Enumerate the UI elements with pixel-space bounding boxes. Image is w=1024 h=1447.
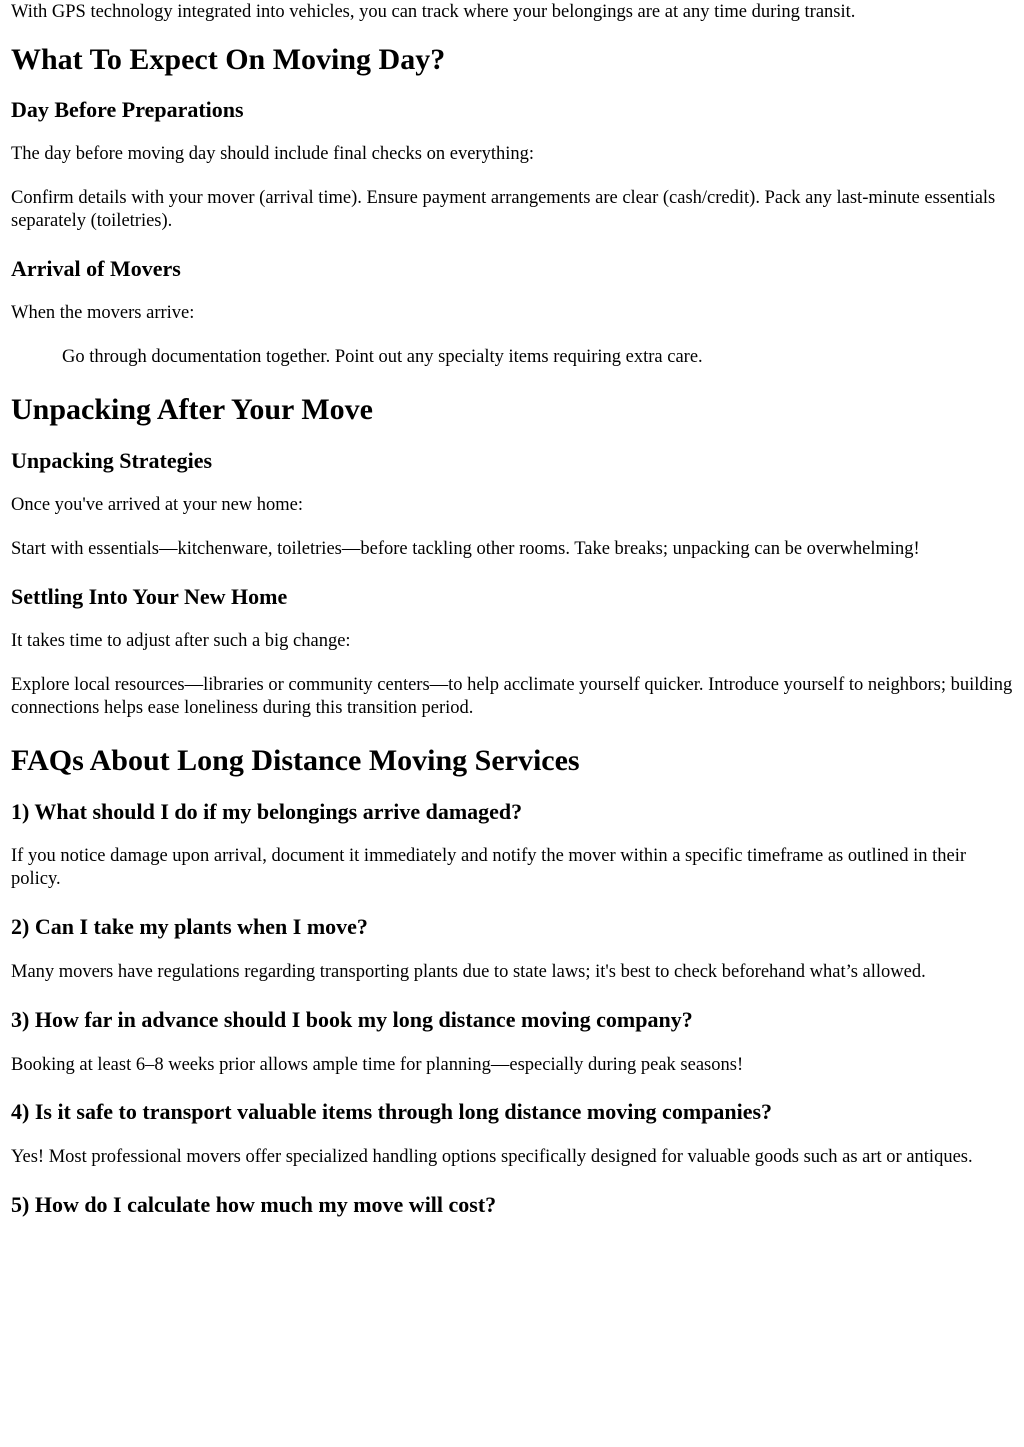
paragraph-settling-lead: It takes time to adjust after such a big change:: [11, 631, 351, 651]
blockquote-arrival-body: Go through documentation together. Point out any specialty items requiring extra care.: [62, 347, 703, 367]
subheading-arrival: Arrival of Movers: [11, 256, 181, 281]
section-heading-moving-day: What To Expect On Moving Day?: [11, 43, 446, 76]
paragraph-strategies-body: Start with essentials—kitchenware, toiletries—before tackling other rooms. Take breaks; unpacking can be overwhelming!: [11, 539, 920, 559]
subheading-unpacking-strategies: Unpacking Strategies: [11, 448, 213, 473]
paragraph-settling-body: Explore local resources—libraries or community centers—to help acclimate yourself quicker. Introduce yourself to neighbors; building connections helps ease loneliness during this transition period.: [11, 675, 1013, 718]
paragraph-day-before-lead: The day before moving day should include final checks on everything:: [11, 144, 534, 164]
subheading-day-before: Day Before Preparations: [11, 97, 244, 122]
faq-answer-4: Yes! Most professional movers offer specialized handling options specifically designed for valuable goods such as art or antiques.: [11, 1147, 973, 1167]
subheading-settling: Settling Into Your New Home: [11, 584, 288, 609]
paragraph-day-before-body: Confirm details with your mover (arrival time). Ensure payment arrangements are clear (cash/credit). Pack any last-minute essentials separately (toiletries).: [11, 188, 996, 231]
faq-answer-2: Many movers have regulations regarding transporting plants due to state laws; it's best to check beforehand what’s allowed.: [11, 962, 926, 982]
paragraph-arrival-lead: When the movers arrive:: [11, 303, 195, 323]
faq-question-4: 4) Is it safe to transport valuable items through long distance moving companies?: [11, 1099, 773, 1124]
faq-answer-1: If you notice damage upon arrival, document it immediately and notify the mover within a specific timeframe as outlined in their policy.: [11, 846, 967, 889]
paragraph-strategies-lead: Once you've arrived at your new home:: [11, 495, 304, 515]
faq-question-1: 1) What should I do if my belongings arrive damaged?: [11, 799, 523, 824]
article: [0, 1, 1024, 1219]
faq-question-3: 3) How far in advance should I book my long distance moving company?: [11, 1007, 693, 1032]
section-heading-unpacking: Unpacking After Your Move: [11, 393, 373, 426]
faq-question-5: 5) How do I calculate how much my move will cost?: [11, 1192, 497, 1217]
faq-question-2: 2) Can I take my plants when I move?: [11, 914, 368, 939]
faq-answer-3: Booking at least 6–8 weeks prior allows ample time for planning—especially during peak seasons!: [11, 1055, 744, 1075]
section-heading-faqs: FAQs About Long Distance Moving Services: [11, 744, 580, 777]
intro-paragraph: With GPS technology integrated into vehicles, you can track where your belongings are at any time during transit.: [11, 2, 856, 22]
